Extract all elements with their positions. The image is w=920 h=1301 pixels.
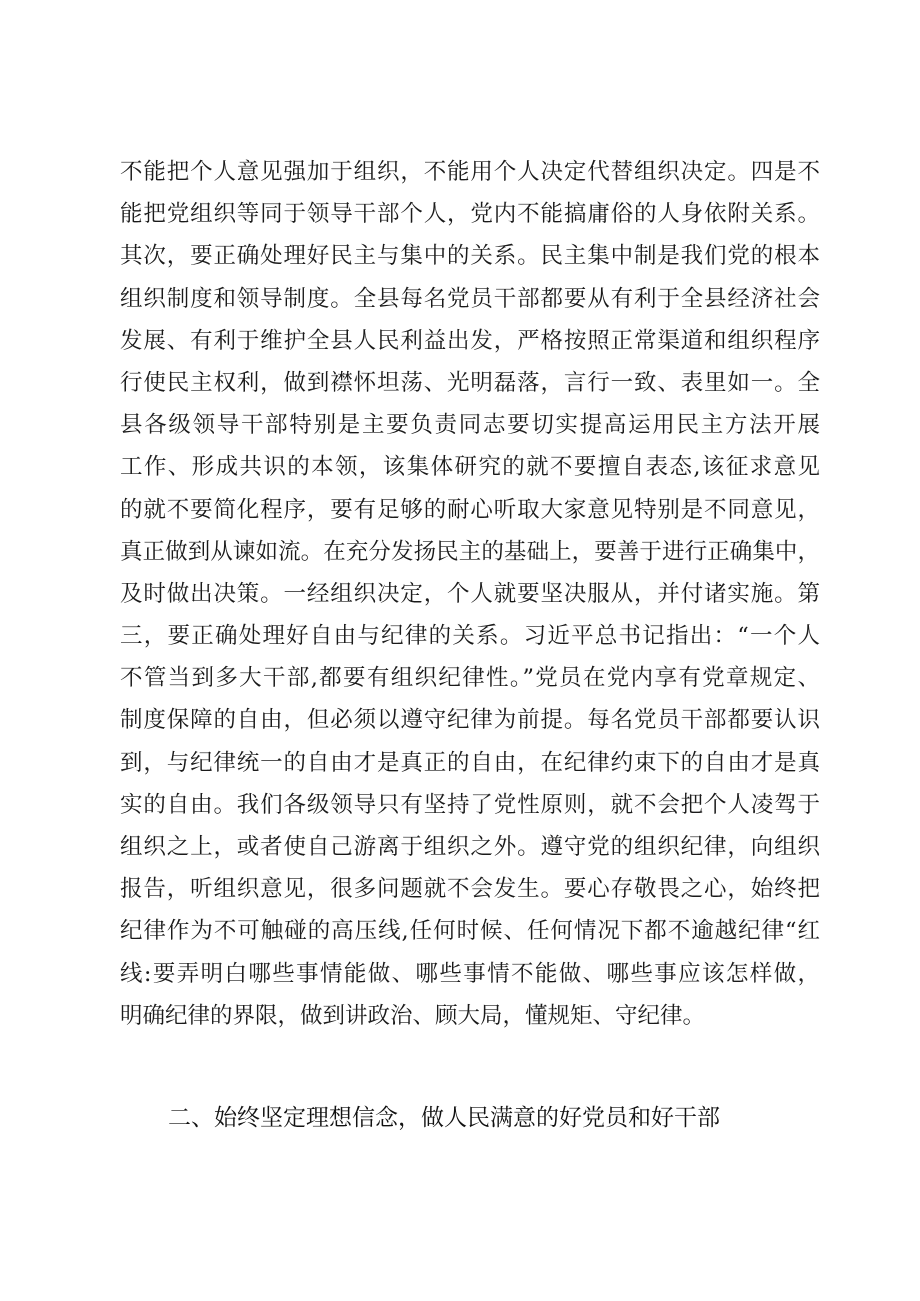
body-paragraph bbox=[120, 151, 820, 1037]
text-line: 的就不要简化程序，要有足够的耐心听取大家意见特别是不同意见， bbox=[120, 496, 820, 523]
text-line: 不能把个人意见强加于组织，不能用个人决定代替组织决定。四是不 bbox=[120, 159, 820, 185]
text-line: 能把党组织等同于领导干部个人，党内不能搞庸俗的人身依附关系。 bbox=[120, 201, 820, 228]
text-line: 不管当到多大干部,都要有组织纪律性。”党员在党内享有党章规定、 bbox=[120, 665, 820, 692]
text-line: 县各级领导干部特别是主要负责同志要切实提高运用民主方法开展 bbox=[120, 412, 820, 439]
text-line: 制度保障的自由，但必须以遵守纪律为前提。每名党员干部都要认识 bbox=[120, 707, 820, 734]
text-line: 发展、有利于维护全县人民利益出发，严格按照正常渠道和组织程序 bbox=[120, 327, 820, 354]
text-line: 其次，要正确处理好民主与集中的关系。民主集中制是我们党的根本 bbox=[120, 243, 820, 270]
text-line: 及时做出决策。一经组织决定，个人就要坚决服从，并付诸实施。第 bbox=[120, 580, 820, 607]
text-line: 实的自由。我们各级领导只有坚持了党性原则，就不会把个人凌驾于 bbox=[120, 791, 820, 818]
text-line: 三，要正确处理好自由与纪律的关系。习近平总书记指出：“一个人 bbox=[120, 623, 820, 650]
text-line: 组织之上，或者使自己游离于组织之外。遵守党的组织纪律，向组织 bbox=[120, 834, 820, 860]
text-line: 组织制度和领导制度。全县每名党员干部都要从有利于全县经济社会 bbox=[120, 285, 820, 312]
text-line: 行使民主权利，做到襟怀坦荡、光明磊落，言行一致、表里如一。全 bbox=[120, 369, 820, 396]
text-line: 到，与纪律统一的自由才是真正的自由，在纪律约束下的自由才是真 bbox=[120, 749, 820, 776]
text-line: 纪律作为不可触碰的高压线,任何时候、任何情况下都不逾越纪律“红 bbox=[120, 918, 820, 945]
text-line: 报告，听组织意见，很多问题就不会发生。要心存敬畏之心，始终把 bbox=[120, 876, 820, 903]
text-line: 工作、形成共识的本领，该集体研究的就不要擅自表态,该征求意见 bbox=[120, 454, 820, 481]
text-line: 线:要弄明白哪些事情能做、哪些事情不能做、哪些事应该怎样做， bbox=[120, 960, 820, 987]
text-line: 明确纪律的界限，做到讲政治、顾大局，懂规矩、守纪律。 bbox=[120, 1002, 706, 1029]
section-heading: 二、始终坚定理想信念，做人民满意的好党员和好干部 bbox=[168, 1105, 720, 1131]
text-line: 真正做到从谏如流。在充分发扬民主的基础上，要善于进行正确集中， bbox=[120, 538, 820, 565]
